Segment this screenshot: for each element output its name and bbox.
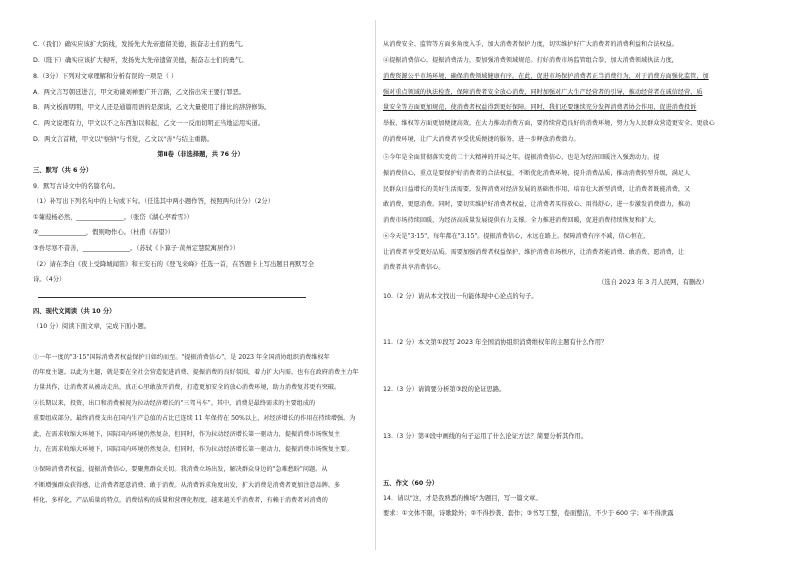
- paragraph-6-line: 让消费者享受更好品质。需要加强消费者权益保护，维护消费市场秩序，让消费者能消费、敢消费、愿消费，让: [383, 249, 685, 256]
- paragraph-4-line: 消费资源公平市场环境，确保消费领域健康有序。在此，促进市场保护消费者正当消费行为，对于消费方面强化监管，加: [383, 73, 709, 80]
- essay-requirements: 要求：①文体不限，诗歌除外；②不得抄袭、套作；③书写工整，卷面整洁，不少于 600 字；④不得泄露: [383, 510, 674, 517]
- q8-option-a: A．两文言写朝廷进言，甲文劝谏刘禅要广开言路，乙文指出宋王要行罪恶。: [33, 89, 246, 96]
- question-9-2-cont: 诗。（4分）: [33, 276, 66, 283]
- paragraph-6-line: 消费者共享消费信心。: [383, 264, 445, 271]
- paragraph-2-line: 重要组成部分。最终消费支出在国内生产总值的占比已连续 11 年保持在 50%以上，对经济增长的作用在持续增强。为: [33, 415, 356, 422]
- answer-line: [38, 297, 306, 298]
- paragraph-5-line: 敢消费，更愿消费。同时，要切实维护好消费者权益，让消费者买得放心、用得舒心，进一步激发消费潜力，推动: [383, 201, 691, 208]
- paragraph-2-line: 力，在需求收缩大环境下，国际国内环境仍然复杂，但同时，作为拉动经济增长第一驱动力，提振消费市场恢复主要。: [33, 446, 353, 453]
- part-2-title: 第Ⅱ卷（非选择题，共 76 分）: [157, 151, 244, 158]
- paragraph-3-cont-line: 从消费安全、监管等方面多角度入手，加大消费者保护力度，切实维护好广大消费者的消费利益和合法权益。: [383, 41, 678, 48]
- question-9-1: （1）补写出下列名句中的上句或下句。（任选其中两小题作答，按照两句计分）（2分）: [33, 198, 274, 205]
- question-9: 9．默写古诗文中的名篇名句。: [33, 183, 119, 190]
- paragraph-5-line: 振消费信心，重点是要保护好消费者的合法权益，不断优化消费环境，提升消费品质，推动消费转型升级，满足人: [383, 170, 691, 177]
- option-d-line: D.（陛下）确实应该扩大视听，发扬先大先帝遗留美德，振奋志士们的勇气。: [33, 57, 248, 64]
- paragraph-3-line: 样化、多样化，产品质量的特点，消费结构的质量和营理化程度，越来越关乎消费者，有赖于消费者对消费的: [33, 497, 328, 504]
- q8-option-c: C．两文说理有力，甲文以不之东西加以和起，乙文一一反而切明正当地运用实道。: [33, 120, 265, 127]
- column-divider: [375, 20, 376, 550]
- section-3-heading: 三、默写（共 6 分）: [33, 167, 93, 174]
- question-9-1-b: ②_______________，假则吻作心。（杜甫《春望》）: [33, 229, 175, 236]
- option-c-line: C.（我们）确实应该扩大防线，发扬先大先帝遗留美德，振奋志士们的勇气。: [33, 41, 248, 48]
- paragraph-5-line: 民群众日益增长的美好生活需要。发挥消费对经济发展的基础性作用，培育壮大新型消费，让消费者既能消费，又: [383, 186, 691, 193]
- paragraph-3-line: 不断增强群众获得感，让消费者愿意消费、敢于消费。从消费诉求角度出发，扩大消费是消费者更加注意品牌、多: [33, 482, 341, 489]
- question-9-1-a: ①蒹葭杨必然，_______________。（张岱《湖心亭看雪》）: [33, 214, 193, 221]
- paragraph-2-line: 此，在需求收缩大环境下，国际国内环境仍然复杂，但同时，作为拉动经济增长第一驱动力，提振消费市场恢复主: [33, 431, 341, 438]
- question-12: 12.（3 分）请简要分析第③段的论证思路。: [383, 386, 506, 393]
- question-9-1-c: ③吾尽寒不昔善，_______________。（苏轼《卜算子·黄州定慧院寓居作》）: [33, 245, 239, 252]
- paragraph-4-line: 强对重点领域的执法检查，保障消费者安全放心消费，同时加强对广大生产经营者的引导，推动经营者在诚信经营、质: [383, 89, 703, 96]
- paragraph-3-line: ③保障消费者权益，提振消费信心，要聚焦群众关切。我消费立场出发，解决群众身边的"急难愁盼"问题。从: [33, 466, 328, 473]
- paragraph-1-line: ①一年一度的"3·15"国际消费者权益保护日如约而至。"提振消费信心"，是 2023 年全国消协组织消费维权年: [33, 354, 330, 361]
- paragraph-1-line: 的年度主题。以此为主题，就是要在全社会营造促进消费、提振消费的良好氛围，着力扩大内需，也有在政府消费主力年: [33, 369, 359, 376]
- paragraph-5-line: ⑤今年是全面贯彻落实党的二十大精神的开局之年。提振消费信心，也是为经济回暖注入强劲动力。提: [383, 154, 660, 161]
- q8-option-d: D．两文言首精，甲文以"察纳"与书党，乙文以"善"与结主重鹅。: [33, 136, 214, 143]
- question-9-2: （2）请在李白《夜上受降城闻笛》和王安石的《登飞来峰》任选一首，在答题卡上写出题目再默写全: [33, 261, 315, 268]
- paragraph-2-line: ②长期以来，投资、出口和消费被视为拉动经济增长的"三驾马车"。其中，消费是最终需求的主要组成的: [33, 400, 316, 407]
- paragraph-6-line: ⑥今天是"3·15"，每年都在"3.15"。提振消费信心，永远在路上。保障消费有序不减，信心恒在，: [383, 233, 650, 240]
- paragraph-4-line: ④提振消费信心，提振消费活力，要加强消费领域规范。打好消费市场监管组合拳，加大消费领域执法力度，: [383, 57, 678, 64]
- paragraph-4-line: 的消费环境，让广大消费者享受优质便捷的服务，进一步释放消费潜力。: [383, 136, 580, 143]
- paragraph-4-line: 量安全等方面更加规范，使消费者权益得到更好保障。同时，我们还要继续充分发挥消费者协会作用，促进消费投诉: [383, 104, 697, 111]
- section-4-heading: 四、现代文阅读（共 10 分）: [33, 308, 116, 315]
- question-11: 11.（2 分）本文第①段写 2023 年全国消协组织消费维权年的主题有什么作用？: [383, 339, 608, 346]
- paragraph-1-line: 力量共作，让消费者从被动走出，真正心里敢放开消费，打造更加安全的放心消费环境，助力消费复苏更有突破。: [33, 384, 341, 391]
- section-5-heading: 五、作文（60 分）: [383, 480, 439, 487]
- paragraph-4-line: 举报、维权等方面更加便捷高效。在大力推动消费方面，要持续营造良好的消费环境，努力为人民群众营造更安全、更放心: [383, 120, 715, 127]
- question-10: 10.（2 分）请从本文找出一句能体现中心论点的句子。: [383, 293, 538, 300]
- article-source: （选自 2023 年 3 月人民网，有删改）: [598, 279, 708, 286]
- reading-intro: （10 分）阅读下面文章，完成下面小题。: [33, 323, 151, 330]
- question-8: 8.（3分）下列对文章理解和分析有误的一项是（ ）: [33, 73, 178, 80]
- question-14: 14．请以"这，才是我熟悉的操场"为题目，写一篇文章。: [383, 495, 542, 502]
- q8-option-b: B．两文板面明明，甲文人还是通篇用语的是深谈，乙文大量使用了排比的辞辞修饰。: [33, 104, 271, 111]
- paragraph-5-line: 消费市场持续回暖，为经济高质量发展提供有力支撑。全力推进消费回暖，促进消费持续恢复和扩大。: [383, 217, 660, 224]
- question-13: 13.（3 分）第④段中画线的句子运用了什么论证方法？简要分析其作用。: [383, 433, 588, 440]
